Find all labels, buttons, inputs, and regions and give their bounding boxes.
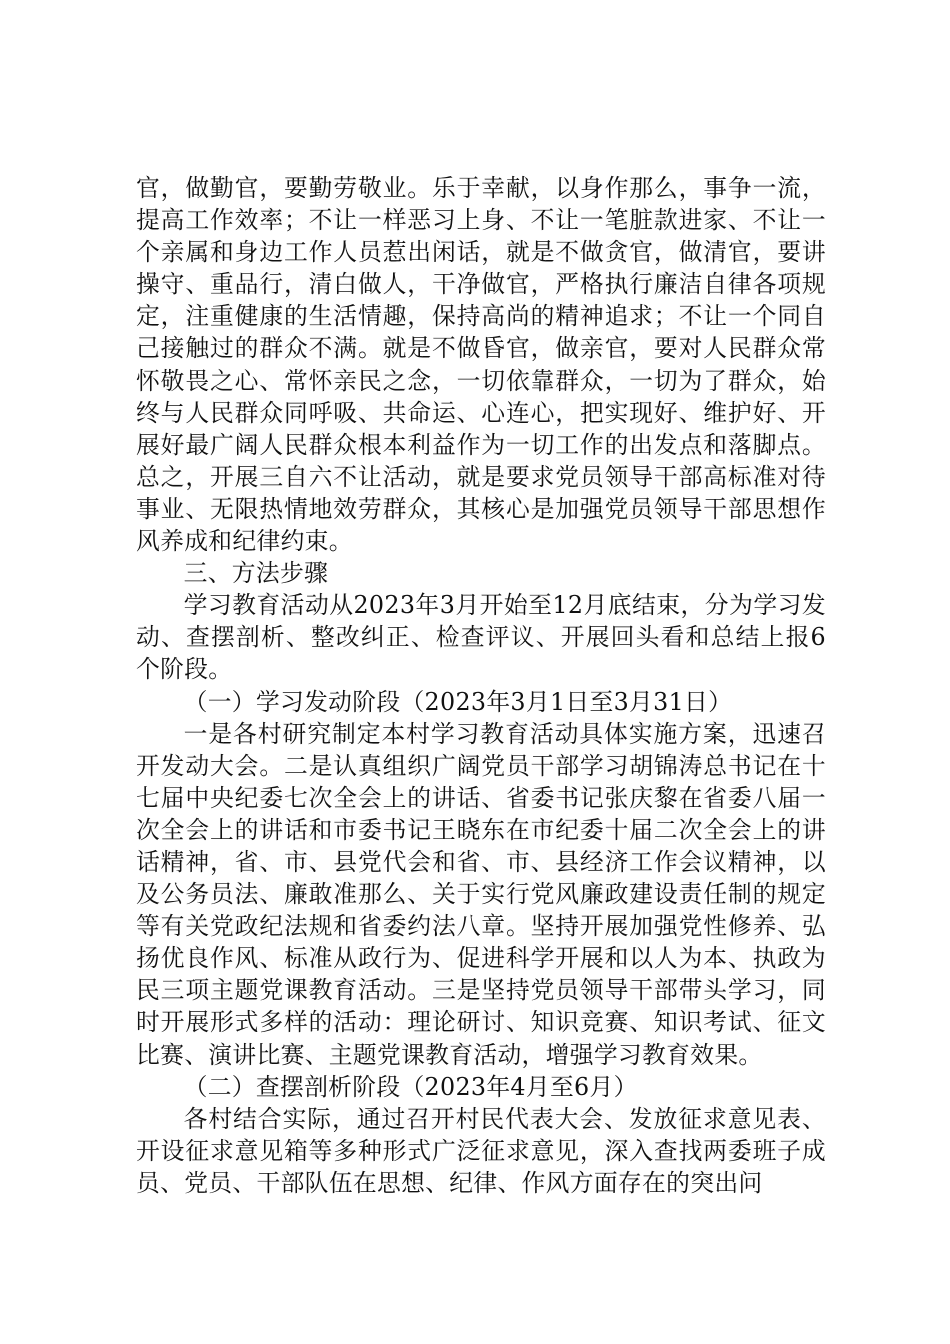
subheading-stage-2: （二）查摆剖析阶段（2023年4月至6月）	[183, 1072, 638, 1101]
paragraph-continuation: 官，做勤官，要勤劳敬业。乐于幸献，以身作那么，事争一流，提高工作效率；不让一样恶习上身、不让一笔脏款进家、不让一个亲属和身边工作人员惹出闲话，就是不做贪官，做清官，要讲操守、重品行，清白做人，干净做官，严格执行廉洁自律各项规定，注重健康的生活情趣，保持高尚的精神追求；不让一个同自己接触过的群众不满。就是不做昏官，做亲官，要对人民群众常怀敬畏之心、常怀亲民之念，一切依靠群众，一切为了群众，始终与人民群众同呼吸、共命运、心连心，把实现好、维护好、开展好最广阔人民群众根本利益作为一切工作的出发点和落脚点。总之，开展三自六不让活动，就是要求党员领导干部高标准对待事业、无限热情地效劳群众，其核心是加强党员领导干部思想作风养成和纪律约束。	[136, 174, 826, 556]
document-body	[136, 172, 826, 1199]
paragraph-stage-1: 一是各村研究制定本村学习教育活动具体实施方案，迅速召开发动大会。二是认真组织广阔党员干部学习胡锦涛总书记在十七届中央纪委七次全会上的讲话、省委书记张庆黎在省委八届一次全会上的讲话和市委书记王晓东在市纪委十届二次全会上的讲话精神，省、市、县党代会和省、市、县经济工作会议精神，以及公务员法、廉敢准那么、关于实行党风廉政建设责任制的规定等有关党政纪法规和省委约法八章。坚持开展加强党性修养、弘扬优良作风、标准从政行为、促进科学开展和以人为本、执政为民三项主题党课教育活动。三是坚持党员领导干部带头学习，同时开展形式多样的活动：理论研讨、知识竞赛、知识考试、征文比赛、演讲比赛、主题党课教育活动，增强学习教育效果。	[136, 719, 826, 1069]
section-heading-methods: 三、方法步骤	[183, 559, 329, 588]
paragraph-schedule: 学习教育活动从2023年3月开始至12月底结束，分为学习发动、查摆剖析、整改纠正、检查评议、开展回头看和总结上报6个阶段。	[136, 591, 826, 684]
paragraph-stage-2: 各村结合实际，通过召开村民代表大会、发放征求意见表、开设征求意见箱等多种形式广泛征求意见，深入查找两委班子成员、党员、干部队伍在思想、纪律、作风方面存在的突出问	[136, 1104, 826, 1197]
subheading-stage-1: （一）学习发动阶段（2023年3月1日至3月31日）	[183, 687, 733, 716]
